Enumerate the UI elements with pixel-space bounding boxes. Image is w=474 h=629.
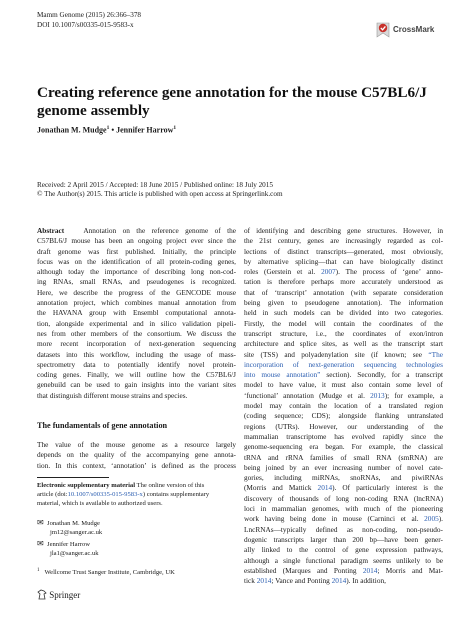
footnote-divider [37,477,109,478]
section-heading: The fundamentals of gene annotation [37,421,168,430]
body-line: model may contain the location of a translated region [244,401,443,411]
affiliation-text: Wellcome Trust Sanger Institute, Cambridge, UK [44,569,175,577]
springer-logo [37,589,80,600]
journal-citation [37,11,141,30]
abstract-line: that distinguish different mouse strains and species. [37,390,188,400]
body-line: mammalian transcriptome has evolved rapidly since the [244,431,443,441]
author-1[interactable]: Jonathan M. Mudge [37,125,107,135]
abstract-line: ing RNAs, small RNAs, and pseudogenes is recognized. [37,277,236,287]
publication-dates [37,181,283,199]
springer-horse-icon [37,589,47,600]
right-column-body [244,226,443,586]
body-line: incorporation of next-generation sequencing technologies [244,359,443,369]
body-line: model to have value, it must also contain some level of [244,380,443,390]
body-line: site (TSS) and polyadenylation site (if known; see “The [244,349,443,359]
abstract-line: annotation project, which combines manual annotation from [37,298,236,308]
springer-label: Springer [49,590,81,600]
body-line: roles (Gerstein et al. 2007). The process of ‘gene’ anno- [244,267,443,277]
envelope-icon: ✉ [37,539,44,548]
body-line: regions (UTRs). However, our understanding of the [244,421,443,431]
body-line: lections of distinct transcripts—generated, most obviously, [244,246,443,256]
contact-name: Jennifer Harrow [47,541,91,548]
abstract-line: nes from other members of the consortium. We discuss the [37,328,236,338]
crossmark-label: CrossMark [393,25,435,34]
contact-email[interactable]: jla1@sanger.ac.uk [50,549,99,557]
abstract-line: draft genome was first published. Initially, the principle [37,246,236,256]
body-line: transcript structure, i.e., the coordinates of exon/intron [244,328,443,338]
body-line: being given to pseudogene annotation). The information [244,298,443,308]
esm-doi-link[interactable]: 10.1007/s00335-015-9583-x [67,490,143,498]
body-line: into mouse annotation” section). Secondly, for a transcript [244,370,443,380]
author-list [37,125,176,135]
body-line: LncRNAs—typically defined as non-coding, non-pseudo- [244,524,443,534]
section-body [37,440,236,471]
body-line: although a single functional paradigm seems unlikely to be [244,555,443,565]
author-2[interactable]: Jennifer Harrow [116,125,174,135]
body-line: work having being done in mouse (Carninci et al. 2005). [244,514,443,524]
body-line: tRNA and rRNA families of small RNA (smRNA) are [244,452,443,462]
abstract [37,226,236,401]
body-line: established (Marques and Ponting 2014; Morris and Mat- [244,565,443,575]
body-line: gories, including miRNAs, snoRNAs, and piwiRNAs [244,473,443,483]
abstract-line: datasets into this workflow, including the usage of mass- [37,349,236,359]
dates-line: Received: 2 April 2015 / Accepted: 18 June 2015 / Published online: 18 July 2015 [37,181,273,189]
body-line: The value of the mouse genome as a resource largely [37,440,236,449]
body-line: ‘functional’ annotation (Mudge et al. 2013); for example, a [244,390,443,400]
esm-label: Electronic supplementary material [37,482,136,489]
affiliation [37,567,175,578]
abstract-line: coding genes. Finally, we will outline how the C57BL6/J [37,370,236,380]
abstract-line: although today the importance of describing long non-cod- [37,267,236,277]
abstract-line: Abstract Annotation on the reference genome of the [37,226,236,235]
author-2-affiliation: 1 [173,125,177,131]
article-title [37,84,427,119]
body-line: (Morris and Mattick 2014). Of particularly interest is the [244,483,444,493]
contact-name: Jonathan M. Mudge [47,520,100,527]
abstract-line: C57BL6/J mouse has been an ongoing project ever since the [37,236,236,246]
body-line: of identifying and describing gene structures. However, in [244,226,443,235]
title-line-2: genome assembly [37,101,150,119]
contact-1 [37,519,102,538]
body-line: that of ‘transcript’ annotation (with separate consideration [244,287,443,297]
affiliation-number: 1 [37,568,40,573]
contact-email[interactable]: jm12@sanger.ac.uk [50,528,103,536]
crossmark-icon [376,22,390,39]
title-line-1: Creating reference gene annotation for the mouse C57BL6/J [37,84,427,101]
body-line: the 21st century, genes are increasingly regarded as col- [244,236,443,246]
body-line: loci in mammalian genomes, with much of the pioneering [244,504,443,514]
crossmark-logo[interactable] [376,20,438,42]
body-line: dogenic transcripts larger than 200 bp—have been gener- [244,534,443,544]
abstract-line: the HAVANA group with Ensembl computational annota- [37,308,236,318]
abstract-line: spectrometry data to potentially identify novel protein- [37,359,236,369]
body-line: Firstly, the model will contain the coordinates of the [244,318,443,328]
doi-line: DOI 10.1007/s00335-015-9583-x [37,20,134,29]
body-line: tick 2014; Vance and Ponting 2014). In addition, [244,576,386,586]
body-line: tion. In this context, ‘annotation’ is defined as the process [37,460,236,470]
body-line: (coding sequence; CDS); alongside flanking untranslated [244,411,443,421]
body-line: discovery of thousands of long non-coding RNA (lncRNA) [244,493,443,503]
abstract-line: more recent incorporation of next-generation sequencing [37,339,236,349]
body-line: depends on the quality of the accompanying gene annota- [37,450,236,460]
copyright-line: © The Author(s) 2015. This article is published with open access at Springerlink.com [37,190,283,198]
author-1-affiliation: 1 [106,125,110,131]
journal-line: Mamm Genome (2015) 26:366–378 [37,11,142,19]
envelope-icon: ✉ [37,518,44,527]
body-line: architecture and splice sites, as well as the transcript start [244,339,443,349]
body-line: ally linked to the control of gene expression pathways, [244,545,443,555]
author-separator: • [109,125,117,135]
body-line: held in such models can be divided into two categories. [244,308,443,318]
esm-footnote: Electronic supplementary material The online version of this article (doi:10.1007/s00335-015-9583-x) contains supplementary material, which is available to authorized users. [37,482,210,507]
abstract-line: focus was on the identification of all protein-coding genes, [37,256,236,266]
abstract-line: genebuild can be used to gain insights into the variant sites [37,380,236,390]
abstract-line: tion, alongside experimental and in silico validation pipeli- [37,318,236,328]
body-line: by alternative splicing—that can have biologically distinct [244,256,443,266]
body-line: genome-sequencing era began. For example, the classical [244,442,443,452]
contact-2 [37,540,99,559]
abstract-label: Abstract [37,226,65,235]
abstract-line: Here, we describe the progress of the GENCODE mouse [37,287,236,297]
body-line: being joined by an ever increasing number of novel cate- [244,462,443,472]
body-line: tation is therefore perhaps more accurately understood as [244,277,443,287]
